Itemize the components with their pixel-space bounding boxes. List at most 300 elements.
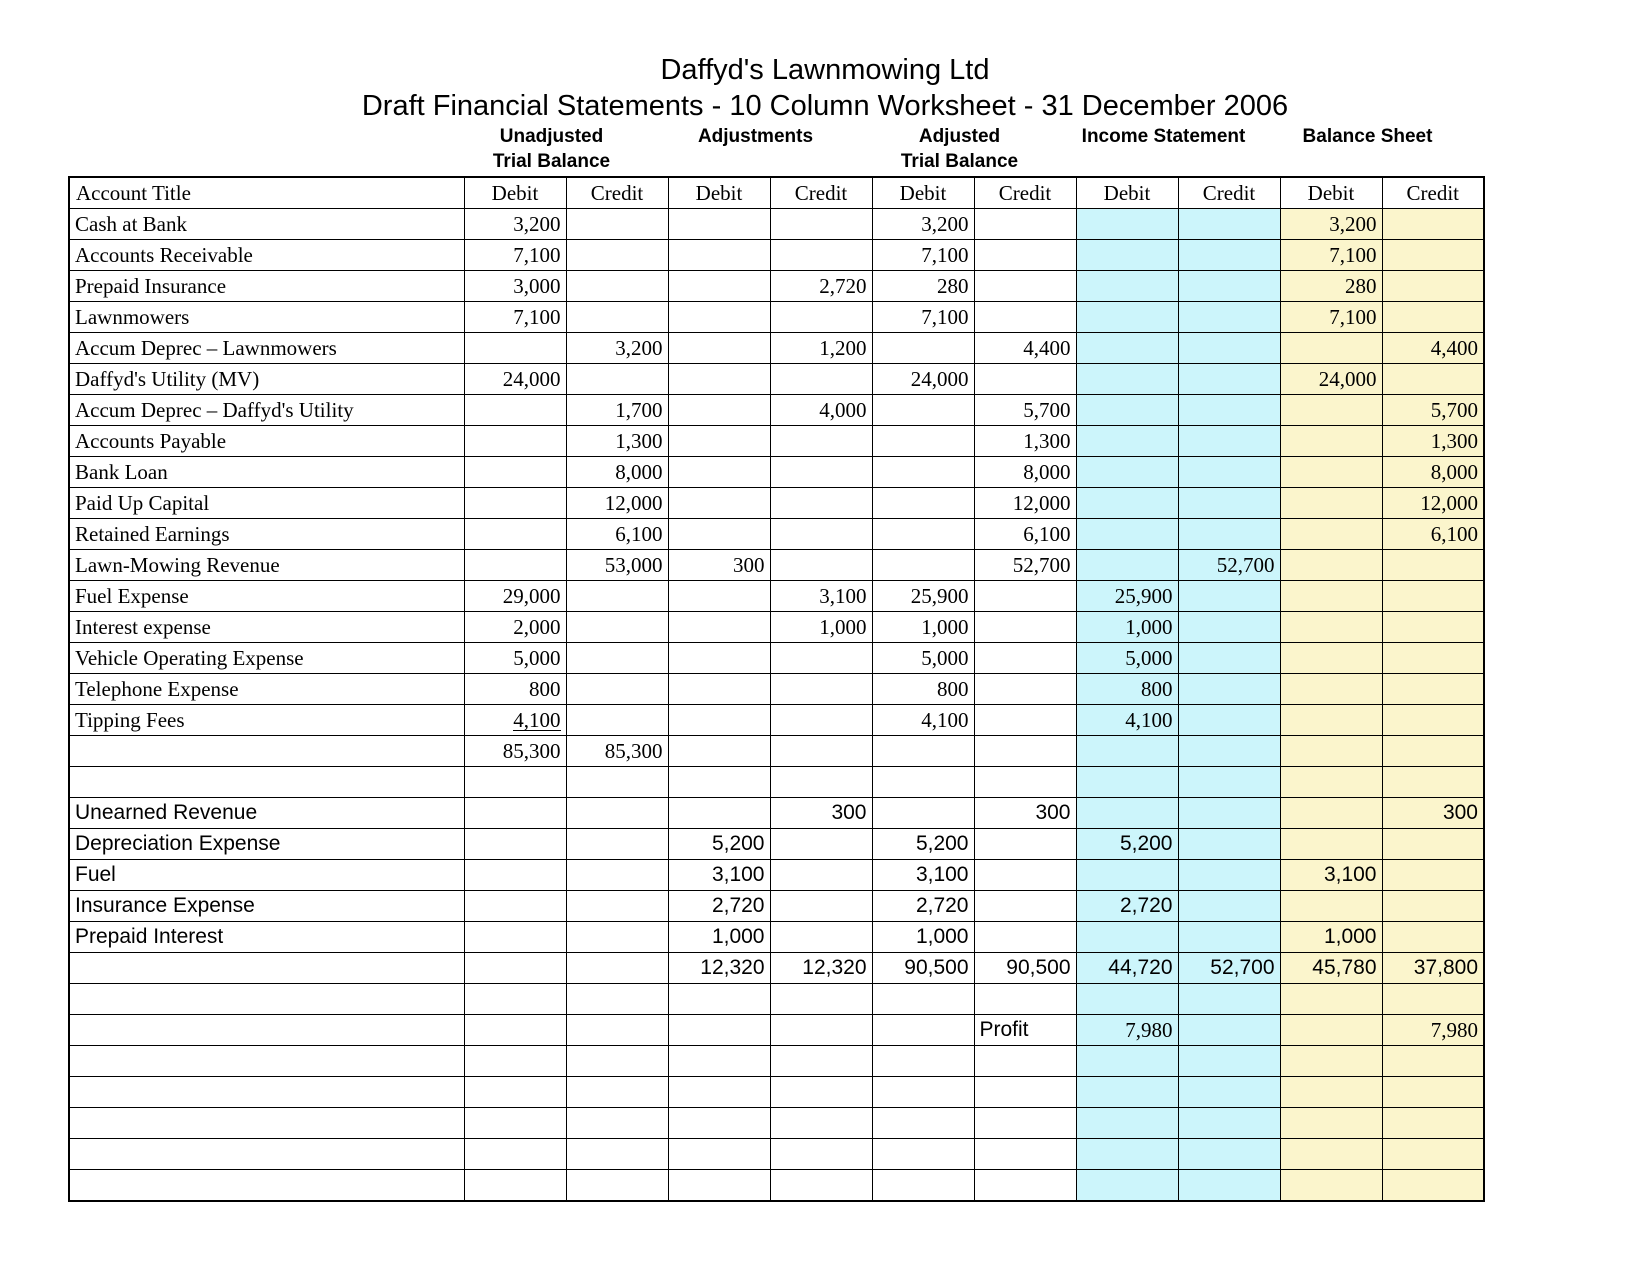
cell-atb-debit [872,426,974,457]
table-row-adjustment [69,798,1484,829]
cell-bs-credit [1382,209,1484,240]
cell-bs-debit: 7,100 [1280,302,1382,333]
group-header-line1: Income Statement [1081,126,1246,147]
cell-atb-credit: 4,400 [974,333,1076,364]
cell-utb-credit [566,984,668,1015]
cell-utb-debit [464,829,566,860]
group-header-balance-sheet [1265,124,1470,149]
cell-adj-credit: 2,720 [770,271,872,302]
cell-utb-credit [566,364,668,395]
table-row-adjustment [69,860,1484,891]
cell-is-debit [1076,364,1178,395]
cell-atb-debit [872,1108,974,1139]
cell-is-credit [1178,457,1280,488]
cell-adj-credit [770,1077,872,1108]
cell-adj-debit [668,271,770,302]
cell-atb-credit: 5,700 [974,395,1076,426]
cell-is-debit [1076,1139,1178,1170]
cell-adj-debit [668,488,770,519]
cell-utb-debit: 29,000 [464,581,566,612]
cell-atb-debit [872,550,974,581]
account-title-cell: Retained Earnings [69,519,464,550]
cell-atb-debit [872,457,974,488]
account-title-cell: Prepaid Interest [69,922,464,953]
cell-atb-debit: 7,100 [872,240,974,271]
cell-is-debit [1076,922,1178,953]
cell-bs-credit [1382,643,1484,674]
cell-adj-credit [770,1139,872,1170]
cell-adj-debit [668,457,770,488]
table-row-account [69,643,1484,674]
cell-utb-debit [464,984,566,1015]
cell-utb-debit [464,767,566,798]
cell-bs-credit: 8,000 [1382,457,1484,488]
account-title-cell: Cash at Bank [69,209,464,240]
cell-atb-debit [872,1170,974,1202]
cell-atb-credit [974,1108,1076,1139]
cell-is-debit [1076,550,1178,581]
cell-utb-credit [566,643,668,674]
cell-atb-debit [872,767,974,798]
cell-is-debit [1076,426,1178,457]
cell-adj-debit: 5,200 [668,829,770,860]
cell-bs-debit [1280,333,1382,364]
account-title-cell: Unearned Revenue [69,798,464,829]
account-title-cell: Vehicle Operating Expense [69,643,464,674]
table-row-account [69,488,1484,519]
cell-is-debit [1076,984,1178,1015]
header-atb-debit: Debit [872,177,974,209]
cell-atb-credit: 6,100 [974,519,1076,550]
cell-is-credit [1178,1077,1280,1108]
cell-utb-debit [464,488,566,519]
cell-utb-credit [566,953,668,984]
cell-utb-credit: 1,300 [566,426,668,457]
table-row-adjustment [69,891,1484,922]
cell-adj-credit [770,1046,872,1077]
cell-atb-credit [974,581,1076,612]
account-title-cell [69,1170,464,1202]
group-header-adjustments [653,124,858,149]
cell-utb-debit [464,922,566,953]
cell-atb-credit [974,1139,1076,1170]
cell-is-credit [1178,426,1280,457]
cell-atb-debit [872,1046,974,1077]
cell-atb-debit: 3,200 [872,209,974,240]
cell-adj-credit [770,1015,872,1046]
cell-is-debit [1076,1077,1178,1108]
account-title-cell: Accum Deprec – Daffyd's Utility [69,395,464,426]
cell-bs-credit [1382,891,1484,922]
cell-utb-debit [464,705,566,736]
cell-bs-debit: 24,000 [1280,364,1382,395]
account-title-cell: Telephone Expense [69,674,464,705]
cell-is-debit [1076,457,1178,488]
cell-utb-debit: 85,300 [464,736,566,767]
cell-utb-debit: 3,000 [464,271,566,302]
cell-bs-debit [1280,395,1382,426]
cell-is-credit [1178,209,1280,240]
table-row-account [69,674,1484,705]
cell-atb-credit: 8,000 [974,457,1076,488]
cell-utb-debit [464,1046,566,1077]
group-header-line2: Trial Balance [900,151,1019,172]
cell-adj-credit: 12,320 [770,953,872,984]
cell-adj-credit [770,643,872,674]
cell-atb-credit: 300 [974,798,1076,829]
cell-bs-debit [1280,519,1382,550]
cell-bs-debit [1280,581,1382,612]
cell-bs-credit [1382,271,1484,302]
cell-atb-debit: 800 [872,674,974,705]
cell-atb-credit [974,1077,1076,1108]
cell-bs-credit: 5,700 [1382,395,1484,426]
cell-utb-debit: 7,100 [464,240,566,271]
cell-is-debit [1076,798,1178,829]
cell-atb-credit [974,860,1076,891]
cell-adj-credit [770,674,872,705]
cell-is-credit [1178,767,1280,798]
cell-adj-credit [770,984,872,1015]
cell-utb-credit: 1,700 [566,395,668,426]
table-row-account [69,581,1484,612]
cell-adj-debit [668,209,770,240]
cell-is-credit [1178,1046,1280,1077]
cell-adj-credit [770,519,872,550]
table-row-account [69,426,1484,457]
cell-utb-debit [464,426,566,457]
cell-atb-credit: 12,000 [974,488,1076,519]
account-title-cell [69,767,464,798]
cell-utb-credit [566,240,668,271]
cell-adj-credit [770,736,872,767]
cell-adj-debit [668,1108,770,1139]
cell-bs-credit [1382,1170,1484,1202]
cell-utb-debit [464,395,566,426]
cell-bs-credit [1382,240,1484,271]
cell-adj-debit [668,395,770,426]
header-utb-credit: Credit [566,177,668,209]
cell-bs-credit [1382,736,1484,767]
cell-bs-credit [1382,302,1484,333]
cell-atb-debit [872,984,974,1015]
cell-utb-credit [566,767,668,798]
cell-adj-credit: 300 [770,798,872,829]
cell-utb-debit [464,1108,566,1139]
cell-bs-credit [1382,364,1484,395]
cell-bs-credit [1382,767,1484,798]
cell-is-debit: 800 [1076,674,1178,705]
cell-atb-debit [872,395,974,426]
cell-utb-credit [566,612,668,643]
table-row-account [69,302,1484,333]
cell-utb-credit [566,829,668,860]
cell-is-debit: 44,720 [1076,953,1178,984]
cell-is-credit [1178,643,1280,674]
account-title-cell [69,1077,464,1108]
cell-utb-credit [566,705,668,736]
cell-is-credit [1178,581,1280,612]
cell-utb-debit [464,860,566,891]
cell-bs-debit [1280,1077,1382,1108]
cell-utb-debit: 800 [464,674,566,705]
cell-atb-credit [974,767,1076,798]
cell-is-credit [1178,612,1280,643]
cell-bs-debit: 3,200 [1280,209,1382,240]
cell-adj-credit [770,488,872,519]
cell-bs-credit: 4,400 [1382,333,1484,364]
account-title-cell: Prepaid Insurance [69,271,464,302]
account-title-cell: Paid Up Capital [69,488,464,519]
account-title-cell: Interest expense [69,612,464,643]
cell-is-credit: 52,700 [1178,550,1280,581]
cell-adj-credit [770,364,872,395]
cell-is-credit [1178,302,1280,333]
cell-adj-credit: 1,000 [770,612,872,643]
cell-utb-credit [566,581,668,612]
cell-adj-debit [668,767,770,798]
group-header-adjusted-trial-balance [857,124,1062,174]
cell-is-credit [1178,488,1280,519]
cell-atb-debit [872,798,974,829]
cell-atb-debit: 25,900 [872,581,974,612]
cell-utb-debit: 2,000 [464,612,566,643]
cell-atb-credit: 90,500 [974,953,1076,984]
table-row-blank [69,767,1484,798]
cell-bs-credit: 300 [1382,798,1484,829]
cell-is-credit [1178,922,1280,953]
table-row-account [69,209,1484,240]
cell-bs-credit: 1,300 [1382,426,1484,457]
cell-utb-credit [566,674,668,705]
cell-adj-debit [668,240,770,271]
cell-is-credit [1178,829,1280,860]
cell-adj-credit [770,209,872,240]
table-row-account [69,333,1484,364]
account-title-cell: Accounts Payable [69,426,464,457]
header-atb-credit: Credit [974,177,1076,209]
cell-is-credit [1178,798,1280,829]
account-title-cell [69,1108,464,1139]
account-title-cell [69,736,464,767]
cell-adj-credit [770,426,872,457]
cell-utb-credit [566,1077,668,1108]
account-title-cell: Tipping Fees [69,705,464,736]
table-row-blank [69,1077,1484,1108]
cell-bs-debit [1280,891,1382,922]
cell-adj-debit [668,1139,770,1170]
cell-utb-debit [464,798,566,829]
cell-bs-credit [1382,1077,1484,1108]
underlined-value: 4,100 [513,707,561,732]
table-row-adjustment [69,829,1484,860]
cell-utb-credit [566,922,668,953]
cell-utb-credit [566,798,668,829]
header-adj-credit: Credit [770,177,872,209]
cell-adj-credit [770,829,872,860]
cell-is-credit [1178,240,1280,271]
cell-atb-debit [872,488,974,519]
cell-utb-debit [464,891,566,922]
account-title-cell [69,1046,464,1077]
cell-adj-credit [770,550,872,581]
cell-is-debit: 5,200 [1076,829,1178,860]
cell-is-credit [1178,333,1280,364]
document-titles [0,0,1650,124]
cell-adj-credit [770,891,872,922]
cell-is-credit: 52,700 [1178,953,1280,984]
cell-atb-credit [974,705,1076,736]
cell-utb-debit [464,1170,566,1202]
account-title-cell: Bank Loan [69,457,464,488]
account-title-cell: Lawn-Mowing Revenue [69,550,464,581]
cell-atb-debit: 2,720 [872,891,974,922]
cell-atb-debit: 7,100 [872,302,974,333]
cell-adj-credit [770,1108,872,1139]
account-title-cell [69,953,464,984]
cell-adj-debit [668,581,770,612]
cell-adj-credit: 4,000 [770,395,872,426]
table-row-account [69,240,1484,271]
cell-is-debit [1076,209,1178,240]
cell-is-debit: 1,000 [1076,612,1178,643]
cell-utb-debit [464,550,566,581]
cell-is-credit [1178,984,1280,1015]
cell-atb-debit: 4,100 [872,705,974,736]
table-header-row [69,177,1484,209]
cell-bs-debit [1280,488,1382,519]
cell-bs-credit [1382,581,1484,612]
cell-adj-debit [668,798,770,829]
cell-is-credit [1178,674,1280,705]
cell-adj-debit [668,1015,770,1046]
cell-utb-credit [566,1108,668,1139]
account-title-cell [69,984,464,1015]
cell-adj-credit: 3,100 [770,581,872,612]
cell-bs-debit [1280,1170,1382,1202]
cell-is-credit [1178,519,1280,550]
cell-utb-debit [464,953,566,984]
cell-atb-debit [872,736,974,767]
cell-bs-credit [1382,674,1484,705]
table-row-account [69,271,1484,302]
cell-bs-credit [1382,860,1484,891]
cell-adj-credit [770,705,872,736]
cell-utb-credit [566,891,668,922]
cell-atb-credit: 52,700 [974,550,1076,581]
cell-utb-credit [566,271,668,302]
table-row-adjustment [69,922,1484,953]
cell-utb-credit [566,1170,668,1202]
cell-utb-credit [566,1015,668,1046]
cell-atb-credit [974,736,1076,767]
cell-bs-debit [1280,736,1382,767]
cell-adj-debit: 300 [668,550,770,581]
cell-adj-debit: 2,720 [668,891,770,922]
cell-atb-credit [974,1170,1076,1202]
cell-adj-credit [770,922,872,953]
cell-utb-debit: 3,200 [464,209,566,240]
account-title-cell [69,1015,464,1046]
cell-is-credit [1178,891,1280,922]
cell-bs-debit [1280,674,1382,705]
table-row-blank [69,1139,1484,1170]
cell-is-credit [1178,271,1280,302]
cell-atb-debit [872,1015,974,1046]
cell-adj-credit [770,302,872,333]
cell-utb-debit [464,519,566,550]
cell-adj-debit: 1,000 [668,922,770,953]
cell-is-debit [1076,302,1178,333]
cell-bs-debit [1280,612,1382,643]
table-row-profit [69,1015,1484,1046]
cell-bs-credit [1382,922,1484,953]
cell-bs-credit [1382,550,1484,581]
cell-is-debit: 25,900 [1076,581,1178,612]
cell-atb-credit [974,364,1076,395]
table-row-blank [69,1170,1484,1202]
cell-bs-debit: 7,100 [1280,240,1382,271]
cell-atb-credit [974,984,1076,1015]
cell-bs-debit [1280,1046,1382,1077]
cell-adj-debit [668,674,770,705]
cell-utb-credit [566,209,668,240]
cell-adj-debit [668,426,770,457]
table-row-account [69,519,1484,550]
cell-bs-debit [1280,1015,1382,1046]
cell-adj-debit [668,643,770,674]
cell-utb-debit [464,457,566,488]
cell-bs-credit: 37,800 [1382,953,1484,984]
group-header-unadjusted-trial-balance [449,124,654,174]
table-row-account [69,395,1484,426]
cell-atb-debit [872,1139,974,1170]
cell-utb-credit: 3,200 [566,333,668,364]
account-title-cell: Fuel [69,860,464,891]
cell-bs-debit [1280,550,1382,581]
cell-atb-debit [872,333,974,364]
cell-bs-credit [1382,705,1484,736]
cell-bs-credit [1382,1108,1484,1139]
account-title-cell: Daffyd's Utility (MV) [69,364,464,395]
worksheet-body [69,209,1484,1202]
cell-bs-debit [1280,829,1382,860]
account-title-cell: Fuel Expense [69,581,464,612]
table-row-blank [69,984,1484,1015]
cell-bs-debit [1280,457,1382,488]
cell-utb-debit: 24,000 [464,364,566,395]
cell-is-debit [1076,767,1178,798]
group-header-income-statement [1061,124,1266,149]
cell-is-debit: 5,000 [1076,643,1178,674]
cell-atb-debit: 1,000 [872,922,974,953]
cell-bs-debit: 3,100 [1280,860,1382,891]
cell-utb-debit: 5,000 [464,643,566,674]
cell-bs-credit [1382,829,1484,860]
header-account-title: Account Title [69,177,464,209]
cell-utb-credit: 12,000 [566,488,668,519]
cell-is-debit [1076,519,1178,550]
table-row-account [69,457,1484,488]
cell-is-credit [1178,1108,1280,1139]
cell-bs-credit [1382,984,1484,1015]
cell-is-debit: 2,720 [1076,891,1178,922]
cell-adj-debit [668,984,770,1015]
cell-is-credit [1178,395,1280,426]
cell-is-debit: 4,100 [1076,705,1178,736]
cell-bs-credit: 12,000 [1382,488,1484,519]
cell-atb-debit: 90,500 [872,953,974,984]
